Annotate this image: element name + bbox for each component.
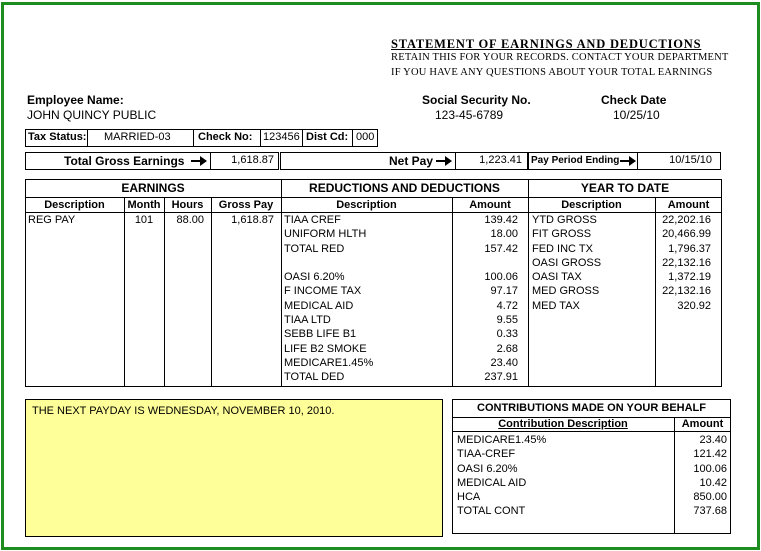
list-item: 100.06 bbox=[484, 271, 518, 284]
header-line-1: RETAIN THIS FOR YOUR RECORDS. CONTACT YOUR DEPARTMENT bbox=[391, 52, 729, 63]
list-item: 121.42 bbox=[693, 448, 727, 461]
pay-period-value: 10/15/10 bbox=[669, 154, 712, 166]
employee-name-label: Employee Name: bbox=[27, 93, 124, 107]
tax-status-value: MARRIED-03 bbox=[104, 131, 171, 143]
earnings-row-gross-pay: 1,618.87 bbox=[231, 214, 274, 226]
employee-name: JOHN QUINCY PUBLIC bbox=[27, 108, 157, 122]
list-item: 10.42 bbox=[699, 476, 727, 489]
net-pay-value: 1,223.41 bbox=[479, 154, 522, 166]
list-item: 97.17 bbox=[490, 285, 518, 298]
statement-title: STATEMENT OF EARNINGS AND DEDUCTIONS bbox=[391, 37, 702, 51]
list-item: UNIFORM HLTH bbox=[284, 228, 367, 241]
list-item: 22,132.16 bbox=[662, 256, 711, 269]
ytd-heading: YEAR TO DATE bbox=[580, 181, 670, 195]
check-date-value: 10/25/10 bbox=[613, 108, 660, 122]
list-item: MEDICAL AID bbox=[284, 299, 354, 312]
ytd-description-list bbox=[532, 213, 652, 313]
earnings-col-description: Description bbox=[44, 199, 105, 211]
list-item: 850.00 bbox=[693, 491, 727, 504]
list-item: YTD GROSS bbox=[532, 214, 597, 226]
check-date-label: Check Date bbox=[601, 93, 667, 107]
earnings-col-month: Month bbox=[127, 199, 161, 211]
contributions-col-description: Contribution Description bbox=[498, 418, 628, 430]
ssn-value: 123-45-6789 bbox=[435, 108, 504, 122]
list-item: TIAA CREF bbox=[284, 214, 341, 226]
list-item: 4.72 bbox=[496, 299, 518, 312]
ssn-label: Social Security No. bbox=[422, 93, 531, 107]
deductions-col-description: Description bbox=[336, 199, 397, 211]
arrow-right-icon bbox=[435, 154, 453, 168]
list-item: FED INC TX bbox=[532, 242, 593, 255]
payday-message-box bbox=[25, 399, 443, 537]
list-item: 2.68 bbox=[496, 342, 518, 355]
deductions-description-list bbox=[284, 213, 450, 385]
deductions-heading: REDUCTIONS AND DEDUCTIONS bbox=[309, 181, 500, 195]
list-item: 1,372.19 bbox=[668, 271, 711, 284]
list-item: OASI TAX bbox=[532, 271, 582, 284]
list-item: 320.92 bbox=[677, 299, 711, 312]
list-item: MEDICAL AID bbox=[457, 476, 527, 489]
deductions-col-amount: Amount bbox=[469, 199, 511, 211]
contributions-col-amount: Amount bbox=[681, 418, 724, 430]
check-no-label: Check No: bbox=[198, 131, 253, 143]
list-item: OASI 6.20% bbox=[284, 271, 345, 284]
list-item: TIAA-CREF bbox=[457, 448, 516, 461]
list-item: MEDICARE1.45% bbox=[284, 356, 374, 369]
earnings-row-month: 101 bbox=[134, 214, 154, 226]
list-item: 139.42 bbox=[484, 214, 518, 226]
arrow-right-icon bbox=[619, 154, 637, 168]
list-item: LIFE B2 SMOKE bbox=[284, 342, 367, 355]
contributions-description-list bbox=[457, 433, 667, 519]
list-item: HCA bbox=[457, 491, 481, 504]
earnings-heading: EARNINGS bbox=[121, 181, 185, 195]
earnings-col-gross-pay: Gross Pay bbox=[218, 199, 274, 211]
list-item: 18.00 bbox=[490, 228, 518, 241]
deductions-amount-list bbox=[452, 213, 518, 385]
ytd-col-description: Description bbox=[561, 199, 622, 211]
list-item: F INCOME TAX bbox=[284, 285, 362, 298]
gross-earnings-label: Total Gross Earnings bbox=[64, 154, 185, 168]
list-item: TIAA LTD bbox=[284, 314, 331, 327]
list-item: 1,796.37 bbox=[668, 242, 711, 255]
list-item: OASI 6.20% bbox=[457, 462, 518, 475]
earnings-row-hours: 88.00 bbox=[176, 214, 204, 226]
list-item: SEBB LIFE B1 bbox=[284, 328, 357, 341]
dist-cd-label: Dist Cd: bbox=[306, 131, 349, 143]
list-item: TOTAL CONT bbox=[457, 505, 526, 518]
pay-period-label: Pay Period Ending bbox=[531, 155, 620, 166]
list-item: FIT GROSS bbox=[532, 228, 592, 241]
earnings-row-description: REG PAY bbox=[28, 214, 76, 226]
dist-cd-value: 000 bbox=[356, 131, 375, 143]
list-item: 9.55 bbox=[496, 314, 518, 327]
list-item: 23.40 bbox=[699, 434, 727, 446]
list-item: 100.06 bbox=[693, 462, 727, 475]
gross-earnings-value: 1,618.87 bbox=[231, 154, 274, 166]
list-item: 22,202.16 bbox=[662, 214, 711, 226]
contributions-heading: CONTRIBUTIONS MADE ON YOUR BEHALF bbox=[477, 402, 706, 414]
contributions-amount-list bbox=[674, 433, 727, 519]
earnings-col-hours: Hours bbox=[171, 199, 204, 211]
ytd-col-amount: Amount bbox=[667, 199, 710, 211]
list-item: MED TAX bbox=[532, 299, 580, 312]
arrow-right-icon bbox=[190, 154, 208, 168]
list-item: 157.42 bbox=[484, 242, 518, 255]
ytd-amount-list bbox=[655, 213, 711, 313]
list-item bbox=[284, 256, 450, 270]
list-item: TOTAL DED bbox=[284, 371, 345, 384]
tax-status-label: Tax Status: bbox=[28, 131, 87, 143]
net-pay-label: Net Pay bbox=[389, 154, 434, 168]
list-item: 237.91 bbox=[484, 371, 518, 384]
payday-message: THE NEXT PAYDAY IS WEDNESDAY, NOVEMBER 10, 2010. bbox=[32, 405, 335, 417]
list-item: MED GROSS bbox=[532, 285, 600, 298]
list-item: 0.33 bbox=[496, 328, 518, 341]
check-no-value: 123456 bbox=[263, 131, 300, 143]
header-line-2: IF YOU HAVE ANY QUESTIONS ABOUT YOUR TOTAL EARNINGS bbox=[391, 67, 713, 78]
list-item: MEDICARE1.45% bbox=[457, 434, 547, 446]
list-item: TOTAL RED bbox=[284, 242, 345, 255]
list-item: 23.40 bbox=[490, 356, 518, 369]
list-item bbox=[452, 256, 518, 270]
list-item: 20,466.99 bbox=[662, 228, 711, 241]
list-item: 22,132.16 bbox=[662, 285, 711, 298]
list-item: 737.68 bbox=[693, 505, 727, 518]
list-item: OASI GROSS bbox=[532, 256, 602, 269]
